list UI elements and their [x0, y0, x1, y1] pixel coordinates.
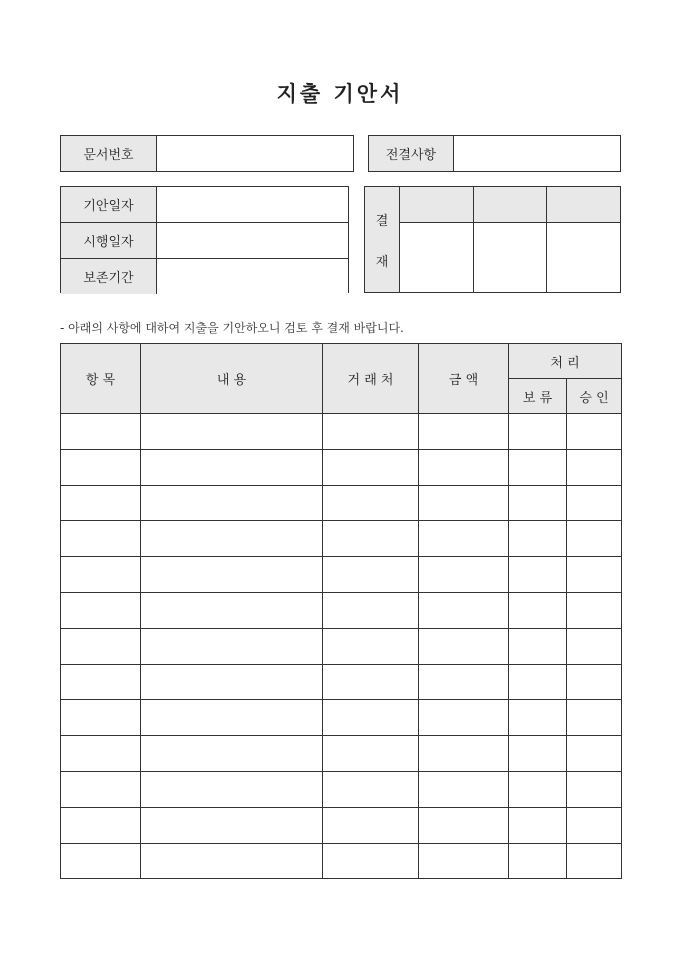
cell-approve[interactable] — [567, 557, 622, 593]
cell-amount[interactable] — [419, 521, 509, 557]
cell-approve[interactable] — [567, 807, 622, 843]
doc-number-field[interactable] — [157, 136, 353, 171]
doc-number-box — [60, 135, 354, 172]
cell-amount[interactable] — [419, 771, 509, 807]
draft-date-field[interactable] — [157, 187, 348, 222]
expense-table — [60, 343, 622, 879]
precondition-field[interactable] — [454, 136, 620, 171]
cell-vendor[interactable] — [323, 736, 419, 772]
exec-date-label: 시행일자 — [61, 223, 157, 258]
cell-hold[interactable] — [509, 485, 567, 521]
instruction-note: - 아래의 사항에 대하여 지출을 기안하오니 검토 후 결재 바랍니다. — [60, 321, 404, 335]
dates-box — [60, 186, 349, 293]
approver-sign-1[interactable] — [400, 223, 474, 292]
approval-label-bottom: 재 — [375, 254, 389, 270]
cell-hold[interactable] — [509, 736, 567, 772]
cell-item[interactable] — [61, 628, 141, 664]
cell-amount[interactable] — [419, 807, 509, 843]
approver-title-2[interactable] — [474, 187, 548, 222]
cell-hold[interactable] — [509, 449, 567, 485]
cell-content[interactable] — [141, 736, 323, 772]
cell-content[interactable] — [141, 414, 323, 450]
cell-vendor[interactable] — [323, 449, 419, 485]
cell-hold[interactable] — [509, 700, 567, 736]
exec-date-field[interactable] — [157, 223, 348, 258]
cell-item[interactable] — [61, 700, 141, 736]
header-vendor: 거 래 처 — [323, 344, 419, 414]
cell-vendor[interactable] — [323, 521, 419, 557]
cell-amount[interactable] — [419, 592, 509, 628]
cell-approve[interactable] — [567, 664, 622, 700]
cell-item[interactable] — [61, 843, 141, 879]
cell-item[interactable] — [61, 592, 141, 628]
cell-content[interactable] — [141, 700, 323, 736]
precondition-label: 전결사항 — [369, 136, 454, 171]
cell-hold[interactable] — [509, 592, 567, 628]
cell-approve[interactable] — [567, 414, 622, 450]
cell-content[interactable] — [141, 592, 323, 628]
cell-vendor[interactable] — [323, 414, 419, 450]
table-body — [61, 414, 622, 879]
cell-approve[interactable] — [567, 521, 622, 557]
cell-amount[interactable] — [419, 700, 509, 736]
cell-content[interactable] — [141, 557, 323, 593]
cell-vendor[interactable] — [323, 664, 419, 700]
cell-amount[interactable] — [419, 843, 509, 879]
cell-content[interactable] — [141, 628, 323, 664]
approval-label — [365, 187, 400, 292]
table-row — [61, 664, 622, 700]
table-row — [61, 807, 622, 843]
cell-content[interactable] — [141, 664, 323, 700]
cell-content[interactable] — [141, 807, 323, 843]
header-hold: 보 류 — [509, 379, 567, 414]
cell-item[interactable] — [61, 771, 141, 807]
retention-field[interactable] — [157, 259, 348, 294]
cell-amount[interactable] — [419, 557, 509, 593]
cell-item[interactable] — [61, 521, 141, 557]
cell-content[interactable] — [141, 521, 323, 557]
cell-hold[interactable] — [509, 414, 567, 450]
document-title: 지출 기안서 — [276, 81, 404, 106]
header-approve: 승 인 — [567, 379, 622, 414]
cell-hold[interactable] — [509, 664, 567, 700]
approver-sign-3[interactable] — [547, 223, 620, 292]
table-row — [61, 521, 622, 557]
precondition-box — [368, 135, 621, 172]
cell-vendor[interactable] — [323, 485, 419, 521]
cell-approve[interactable] — [567, 628, 622, 664]
header-amount: 금 액 — [419, 344, 509, 414]
doc-number-label: 문서번호 — [61, 136, 157, 171]
approval-label-top: 결 — [375, 213, 389, 229]
cell-approve[interactable] — [567, 700, 622, 736]
cell-approve[interactable] — [567, 843, 622, 879]
cell-approve[interactable] — [567, 592, 622, 628]
cell-content[interactable] — [141, 449, 323, 485]
cell-approve[interactable] — [567, 485, 622, 521]
cell-hold[interactable] — [509, 843, 567, 879]
table-row — [61, 771, 622, 807]
retention-label: 보존기간 — [61, 259, 157, 294]
table-row — [61, 736, 622, 772]
approver-title-1[interactable] — [400, 187, 474, 222]
draft-date-label: 기안일자 — [61, 187, 157, 222]
header-content: 내 용 — [141, 344, 323, 414]
cell-vendor[interactable] — [323, 557, 419, 593]
cell-item[interactable] — [61, 414, 141, 450]
cell-item[interactable] — [61, 736, 141, 772]
cell-hold[interactable] — [509, 771, 567, 807]
cell-hold[interactable] — [509, 521, 567, 557]
cell-vendor[interactable] — [323, 628, 419, 664]
cell-item[interactable] — [61, 485, 141, 521]
cell-vendor[interactable] — [323, 592, 419, 628]
cell-amount[interactable] — [419, 414, 509, 450]
cell-amount[interactable] — [419, 449, 509, 485]
table-row — [61, 843, 622, 879]
cell-approve[interactable] — [567, 736, 622, 772]
cell-amount[interactable] — [419, 485, 509, 521]
cell-hold[interactable] — [509, 628, 567, 664]
cell-vendor[interactable] — [323, 700, 419, 736]
cell-content[interactable] — [141, 771, 323, 807]
table-row — [61, 485, 622, 521]
table-row — [61, 557, 622, 593]
cell-content[interactable] — [141, 843, 323, 879]
header-item: 항 목 — [61, 344, 141, 414]
table-row — [61, 449, 622, 485]
cell-approve[interactable] — [567, 771, 622, 807]
cell-amount[interactable] — [419, 664, 509, 700]
table-row — [61, 628, 622, 664]
approver-sign-2[interactable] — [474, 223, 548, 292]
cell-content[interactable] — [141, 485, 323, 521]
cell-vendor[interactable] — [323, 843, 419, 879]
cell-hold[interactable] — [509, 807, 567, 843]
approver-title-3[interactable] — [547, 187, 620, 222]
cell-amount[interactable] — [419, 736, 509, 772]
cell-item[interactable] — [61, 807, 141, 843]
table-row — [61, 700, 622, 736]
cell-item[interactable] — [61, 664, 141, 700]
cell-vendor[interactable] — [323, 771, 419, 807]
cell-amount[interactable] — [419, 628, 509, 664]
cell-item[interactable] — [61, 557, 141, 593]
cell-approve[interactable] — [567, 449, 622, 485]
approval-box — [364, 186, 621, 293]
table-row — [61, 592, 622, 628]
table-row — [61, 414, 622, 450]
cell-vendor[interactable] — [323, 807, 419, 843]
cell-item[interactable] — [61, 449, 141, 485]
header-process: 처 리 — [509, 344, 622, 379]
cell-hold[interactable] — [509, 557, 567, 593]
